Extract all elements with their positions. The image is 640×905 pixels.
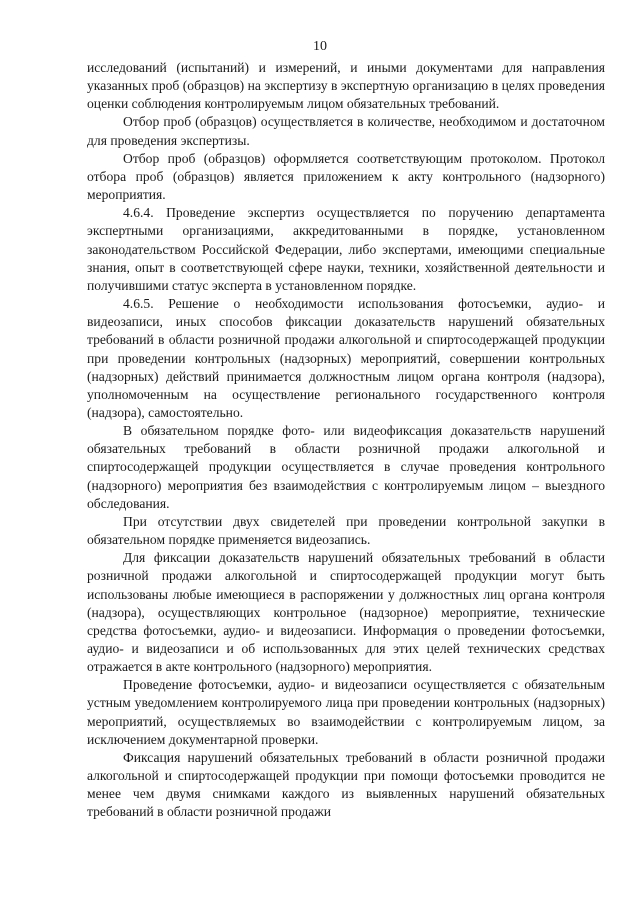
paragraph: В обязательном порядке фото- или видеофиксация доказательств нарушений обязательных требований в области розничной продажи алкогольной и спиртосодержащей продукции осуществляется в случае проведения контрольного (надзорного) мероприятия без взаимодействия с контролируемым лицом – выездного обследования. — [87, 423, 605, 511]
paragraph: 4.6.4. Проведение экспертиз осуществляется по поручению департамента экспертными организациями, аккредитованными в порядке, установленном законодательством Российской Федерации, либо экспертами, имеющими специальные знания, опыт в соответствующей сфере науки, техники, хозяйственной деятельности и получившими статус эксперта в установленном порядке. — [87, 205, 605, 293]
paragraph: Фиксация нарушений обязательных требований в области розничной продажи алкогольной и спиртосодержащей продукции при помощи фотосъемки проводится не менее чем двумя снимками каждого из выявленных нарушений обязательных требований в области розничной продажи — [87, 749, 605, 820]
paragraph: Проведение фотосъемки, аудио- и видеозаписи осуществляется с обязательным устным уведомлением контролируемого лица при проведении контрольных (надзорных) мероприятий, осуществляемых во взаимодействии с контролируемым лицом, за исключением документарной проверки. — [87, 677, 605, 747]
paragraph: Отбор проб (образцов) осуществляется в количестве, необходимом и достаточном для проведения экспертизы. — [87, 114, 605, 148]
document-body — [87, 59, 605, 822]
paragraph: При отсутствии двух свидетелей при проведении контрольной закупки в обязательном порядке применяется видеозапись. — [87, 513, 605, 548]
paragraph: исследований (испытаний) и измерений, и иными документами для направления указанных проб (образцов) на экспертизу в экспертную организацию в целях проведения оценки соблюдения контролируемым лицом обязательных требований. — [87, 60, 605, 112]
paragraph: Для фиксации доказательств нарушений обязательных требований в области розничной продажи алкогольной и спиртосодержащей продукции могут быть использованы любые имеющиеся в распоряжении у должностных лиц органа контроля (надзора), осуществляющих контрольное (надзорное) мероприятие, технические средства фотосъемки, аудио- и видеозаписи. Информация о проведении фотосъемки, аудио- и видеозаписи и об использованных для этих целей технических средствах отражается в акте контрольного (надзорного) мероприятия. — [87, 550, 605, 675]
paragraph: Отбор проб (образцов) оформляется соответствующим протоколом. Протокол отбора проб (образцов) является приложением к акту контрольного (надзорного) мероприятия. — [87, 150, 605, 203]
paragraph: 4.6.5. Решение о необходимости использования фотосъемки, аудио- и видеозаписи, иных способов фиксации доказательств нарушений обязательных требований в области розничной продажи алкогольной и спиртосодержащей продукции при проведении контрольных (надзорных) мероприятий, совершении контрольных (надзорных) действий принимается должностным лицом органа контроля (надзора), уполномоченным на осуществление регионального государственного контроля (надзора), самостоятельно. — [87, 296, 605, 420]
page-number: 10 — [313, 39, 327, 54]
